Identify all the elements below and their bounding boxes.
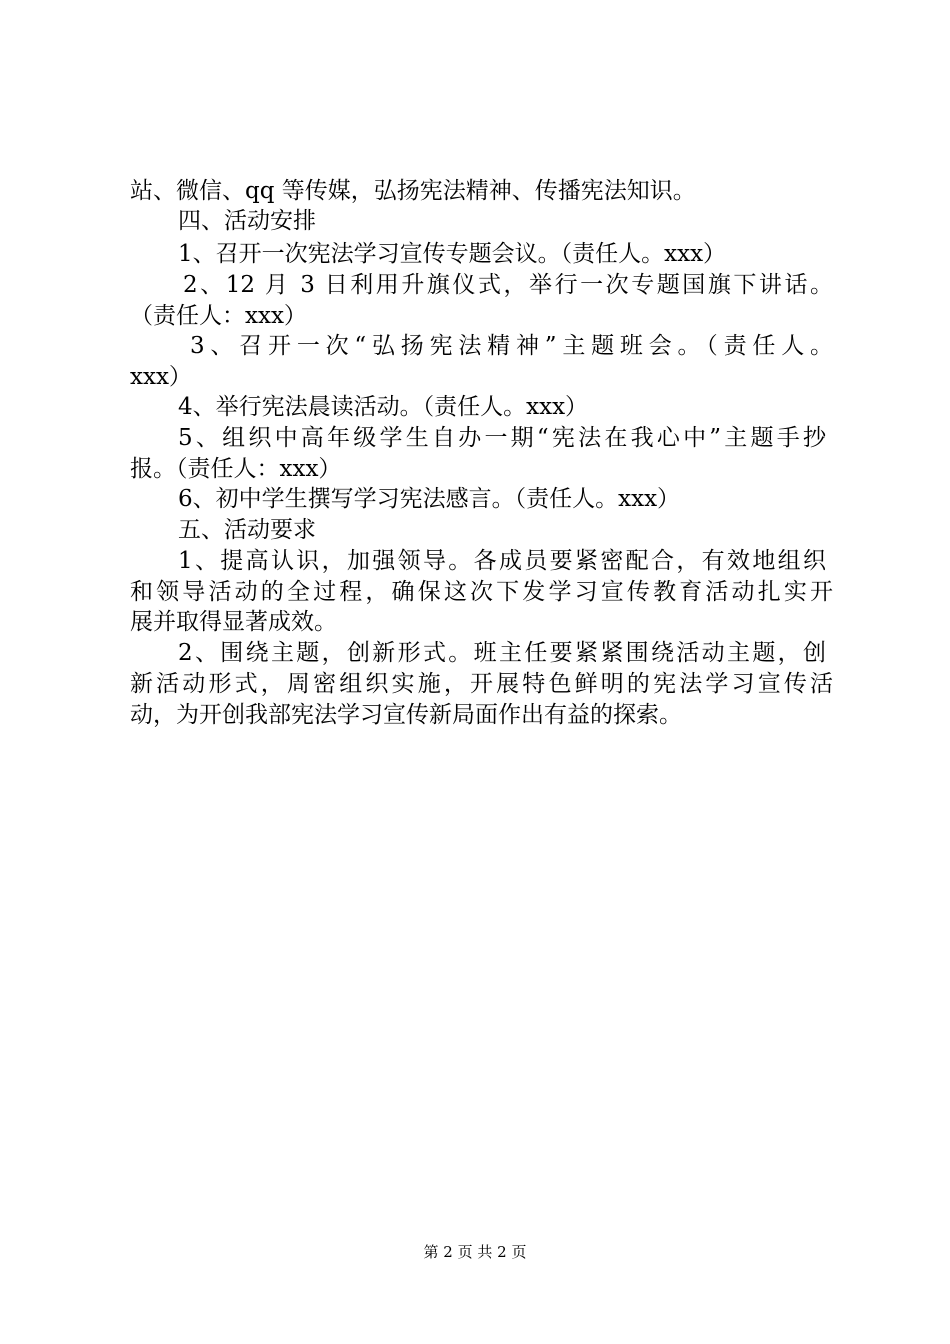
body-line: 动，为开创我部宪法学习宣传新局面作出有益的探索。 <box>130 702 682 728</box>
body-line: 3、召开一次“弘扬宪法精神”主题班会。（责任人。 <box>190 333 833 359</box>
page-footer: 第 2 页 共 2 页 <box>423 1243 527 1261</box>
body-line: 1、提高认识，加强领导。各成员要紧密配合，有效地组织 <box>178 548 826 574</box>
body-line: 2、围绕主题，创新形式。班主任要紧紧围绕活动主题，创 <box>178 640 826 666</box>
body-line: xxx） <box>130 364 192 390</box>
section-heading: 四、活动安排 <box>178 208 316 234</box>
body-line: 和领导活动的全过程，确保这次下发学习宣传教育活动扎实开 <box>130 579 833 605</box>
body-line: 站、微信、qq 等传媒，弘扬宪法精神、传播宪法知识。 <box>130 178 696 204</box>
body-line: 1、召开一次宪法学习宣传专题会议。（责任人。xxx） <box>178 241 727 267</box>
body-line: 新活动形式，周密组织实施，开展特色鲜明的宪法学习宣传活 <box>130 671 833 697</box>
body-line: 展并取得显著成效。 <box>130 609 337 635</box>
body-line: 4、举行宪法晨读活动。（责任人。xxx） <box>178 394 589 420</box>
body-line: （责任人：xxx） <box>130 303 307 329</box>
body-line: 5、组织中高年级学生自办一期“宪法在我心中”主题手抄 <box>178 425 826 451</box>
body-line: 2、12 月 3 日利用升旗仪式，举行一次专题国旗下讲话。 <box>183 272 833 298</box>
body-line: 报。（责任人：xxx） <box>130 456 342 482</box>
section-heading: 五、活动要求 <box>178 517 316 543</box>
body-line: 6、初中学生撰写学习宪法感言。（责任人。xxx） <box>178 486 681 512</box>
